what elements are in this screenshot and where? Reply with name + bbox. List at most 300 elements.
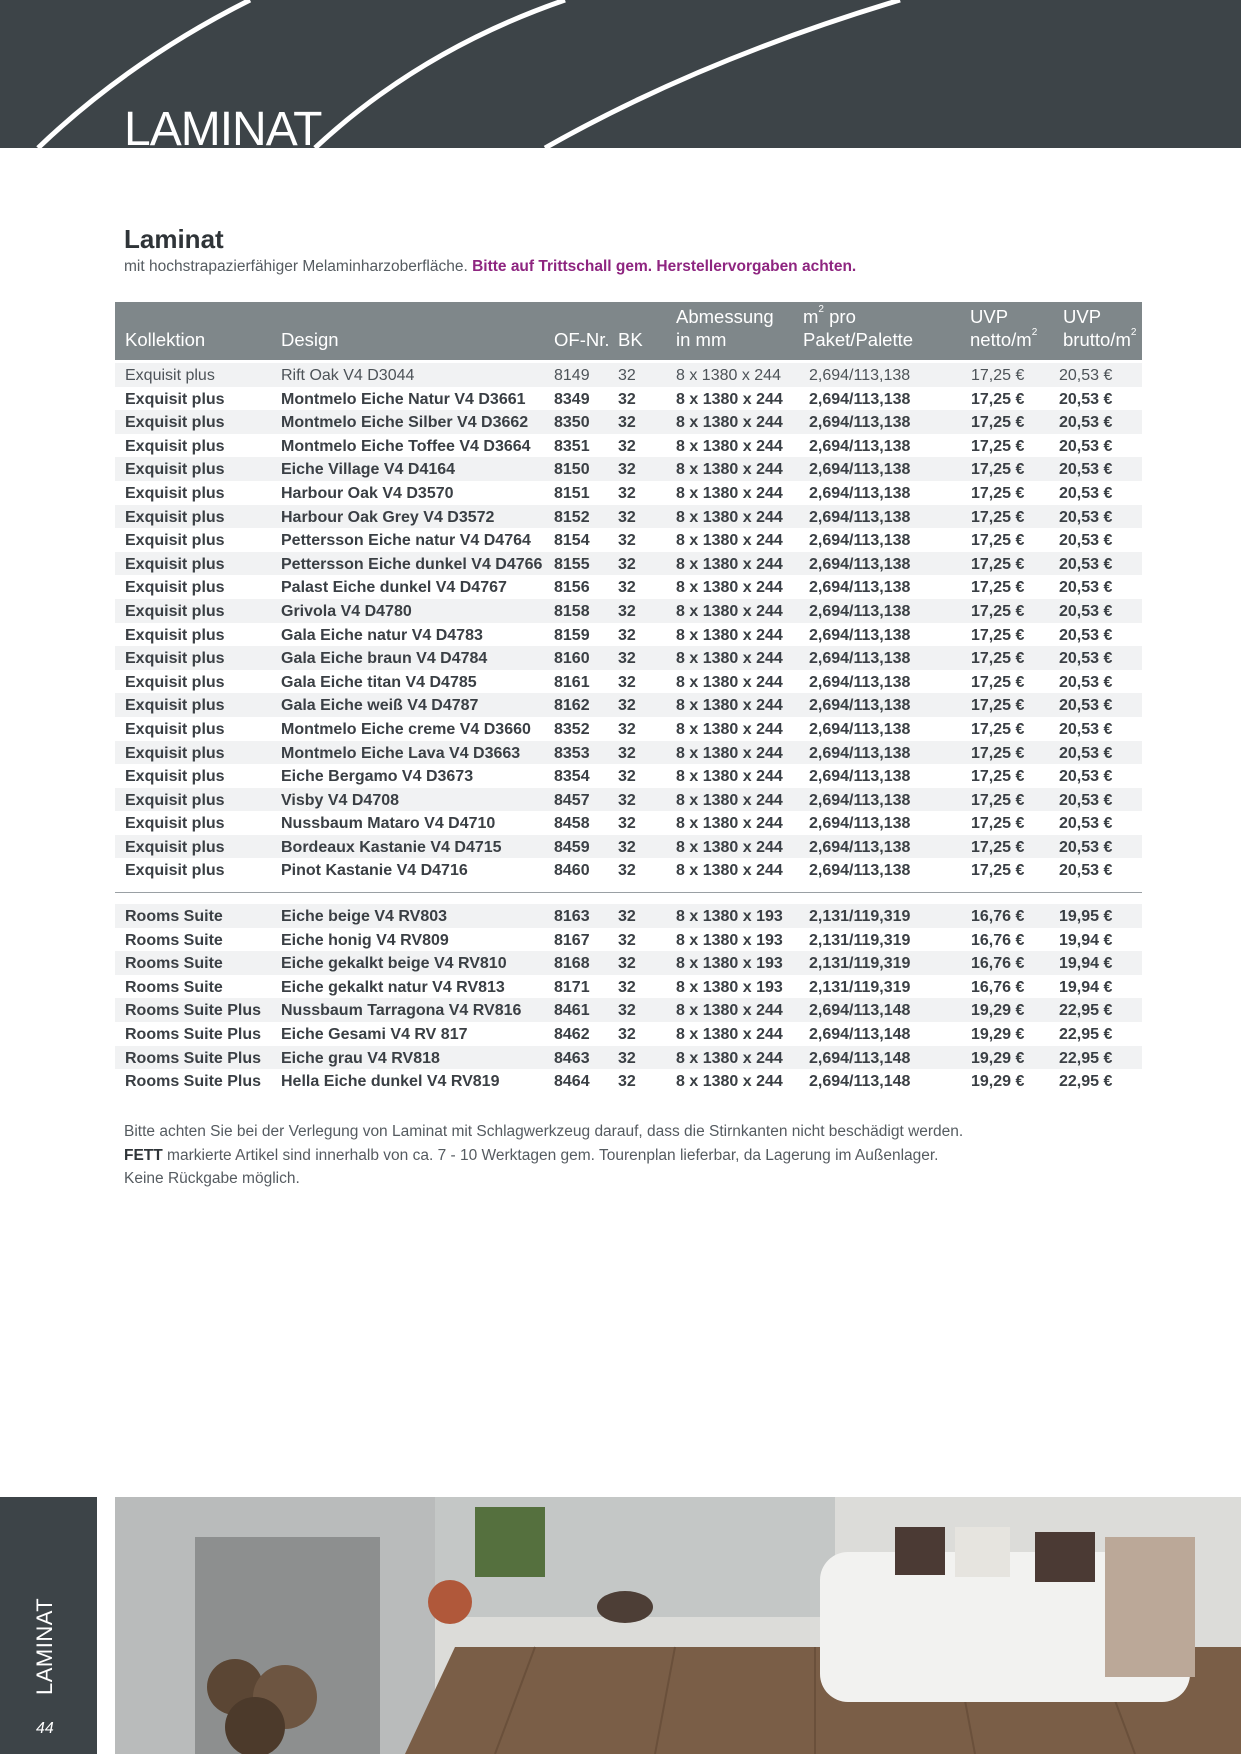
cell-netto: 16,76 €: [971, 931, 1025, 949]
table-row: [115, 1069, 1142, 1093]
cell-netto: 17,25 €: [971, 508, 1025, 526]
cell-kollektion: Exquisit plus: [125, 532, 225, 550]
cell-kollektion: Rooms Suite: [125, 955, 223, 973]
table-row: [115, 387, 1142, 411]
cell-dim: 8 x 1380 x 244: [676, 697, 783, 715]
table-row: [115, 951, 1142, 975]
cell-design: Pinot Kastanie V4 D4716: [281, 862, 468, 880]
cell-brutto: 19,95 €: [1059, 908, 1113, 926]
cell-dim: 8 x 1380 x 244: [676, 390, 783, 408]
cell-qty: 2,694/113,148: [809, 1026, 911, 1044]
cell-brutto: 20,53 €: [1059, 673, 1113, 691]
cell-dim: 8 x 1380 x 244: [676, 367, 781, 384]
table-row: [115, 1046, 1142, 1070]
header-qty-sup: 2: [818, 304, 824, 315]
cell-of-nr: 8349: [554, 390, 590, 408]
cell-bk: 32: [618, 414, 636, 432]
footnote-line2-text: markierte Artikel sind innerhalb von ca. 7 - 10 Werktagen gem. Tourenplan lieferbar, da Lagerung im Außenlager.: [162, 1146, 939, 1164]
cell-bk: 32: [618, 555, 636, 573]
header-brutto-sup: 2: [1130, 327, 1137, 338]
cell-dim: 8 x 1380 x 244: [676, 1049, 783, 1067]
cell-kollektion: Exquisit plus: [125, 673, 225, 691]
room-photo: [115, 1497, 1241, 1754]
cell-dim: 8 x 1380 x 244: [676, 1073, 783, 1091]
cell-qty: 2,694/113,138: [809, 673, 911, 691]
footnote-line3: Keine Rückgabe möglich.: [124, 1170, 300, 1187]
cell-netto: 17,25 €: [971, 650, 1025, 668]
cell-netto: 16,76 €: [971, 978, 1025, 996]
cell-netto: 17,25 €: [971, 791, 1025, 809]
cell-of-nr: 8354: [554, 768, 590, 786]
cell-design: Eiche honig V4 RV809: [281, 931, 449, 949]
cell-design: Nussbaum Mataro V4 D4710: [281, 815, 496, 833]
table-row: [115, 599, 1142, 623]
cell-bk: 32: [618, 1049, 636, 1067]
section-subtitle: [124, 258, 856, 276]
cell-design: Rift Oak V4 D3044: [281, 367, 415, 384]
table-group-rooms: [115, 904, 1142, 1093]
cell-design: Eiche Village V4 D4164: [281, 461, 456, 479]
cell-netto: 17,25 €: [971, 673, 1025, 691]
cell-kollektion: Exquisit plus: [125, 367, 215, 384]
cell-qty: 2,694/113,138: [809, 815, 911, 833]
header-kollektion: Kollektion: [125, 329, 206, 350]
cell-qty: 2,694/113,138: [809, 367, 911, 384]
cell-bk: 32: [618, 1026, 636, 1044]
cell-kollektion: Rooms Suite Plus: [125, 1002, 262, 1020]
cell-netto: 17,25 €: [971, 862, 1025, 880]
cell-netto: 17,25 €: [971, 532, 1025, 550]
cell-design: Hella Eiche dunkel V4 RV819: [281, 1073, 500, 1091]
cell-brutto: 19,94 €: [1059, 955, 1113, 973]
cell-kollektion: Rooms Suite Plus: [125, 1073, 262, 1091]
throw-blanket: [1105, 1537, 1195, 1677]
cell-bk: 32: [618, 768, 636, 786]
cell-qty: 2,694/113,138: [809, 532, 911, 550]
table-row: [115, 481, 1142, 505]
cell-dim: 8 x 1380 x 244: [676, 1002, 783, 1020]
cell-dim: 8 x 1380 x 244: [676, 602, 783, 620]
cell-netto: 17,25 €: [971, 555, 1025, 573]
cell-bk: 32: [618, 579, 636, 597]
header-brutto-line1: UVP: [1063, 306, 1102, 327]
cell-netto: 19,29 €: [971, 1002, 1025, 1020]
cell-bk: 32: [618, 508, 636, 526]
cell-brutto: 20,53 €: [1059, 815, 1113, 833]
cell-brutto: 22,95 €: [1059, 1049, 1113, 1067]
cell-qty: 2,694/113,138: [809, 791, 911, 809]
header-of-nr: OF-Nr.: [554, 329, 610, 350]
pouf: [597, 1591, 653, 1623]
cell-dim: 8 x 1380 x 244: [676, 673, 783, 691]
cell-netto: 17,25 €: [971, 367, 1025, 384]
side-label: LAMINAT: [32, 1597, 57, 1695]
cell-dim: 8 x 1380 x 244: [676, 626, 783, 644]
cell-kollektion: Exquisit plus: [125, 862, 225, 880]
cell-netto: 17,25 €: [971, 414, 1025, 432]
cell-netto: 16,76 €: [971, 955, 1025, 973]
cell-dim: 8 x 1380 x 244: [676, 838, 783, 856]
table-group-exquisit: [115, 363, 1142, 882]
cell-dim: 8 x 1380 x 244: [676, 768, 783, 786]
cell-design: Eiche gekalkt natur V4 RV813: [281, 978, 505, 996]
table-row: [115, 788, 1142, 812]
cell-design: Montmelo Eiche Toffee V4 D3664: [281, 437, 531, 455]
header-qty-line1: [803, 306, 856, 328]
table-row: [115, 528, 1142, 552]
cell-design: Nussbaum Tarragona V4 RV816: [281, 1002, 522, 1020]
cell-brutto: 20,53 €: [1059, 579, 1113, 597]
cell-brutto: 20,53 €: [1059, 650, 1113, 668]
cell-dim: 8 x 1380 x 244: [676, 862, 783, 880]
cell-netto: 17,25 €: [971, 484, 1025, 502]
cell-of-nr: 8462: [554, 1026, 590, 1044]
cell-qty: 2,694/113,138: [809, 602, 911, 620]
cell-design: Eiche grau V4 RV818: [281, 1049, 440, 1067]
plant: [475, 1507, 545, 1577]
cell-of-nr: 8162: [554, 697, 590, 715]
cell-design: Montmelo Eiche Silber V4 D3662: [281, 414, 529, 432]
cell-bk: 32: [618, 720, 636, 738]
cell-design: Gala Eiche weiß V4 D4787: [281, 697, 479, 715]
cell-dim: 8 x 1380 x 244: [676, 579, 783, 597]
table-row: [115, 646, 1142, 670]
cell-design: Montmelo Eiche Natur V4 D3661: [281, 390, 526, 408]
cell-kollektion: Exquisit plus: [125, 768, 225, 786]
cell-brutto: 20,53 €: [1059, 602, 1113, 620]
table-row: [115, 693, 1142, 717]
cell-design: Harbour Oak V4 D3570: [281, 484, 454, 502]
cell-kollektion: Exquisit plus: [125, 720, 225, 738]
cell-qty: 2,694/113,138: [809, 390, 911, 408]
cell-kollektion: Exquisit plus: [125, 815, 225, 833]
cell-design: Eiche Bergamo V4 D3673: [281, 768, 474, 786]
cell-of-nr: 8151: [554, 484, 590, 502]
cell-netto: 17,25 €: [971, 720, 1025, 738]
cell-design: Palast Eiche dunkel V4 D4767: [281, 579, 507, 597]
table-row: [115, 741, 1142, 765]
cushion: [1035, 1532, 1095, 1582]
cell-design: Gala Eiche titan V4 D4785: [281, 673, 477, 691]
cell-bk: 32: [618, 931, 636, 949]
cell-netto: 17,25 €: [971, 815, 1025, 833]
header-netto-sup: 2: [1031, 327, 1038, 338]
cell-netto: 19,29 €: [971, 1073, 1025, 1091]
table-row: [115, 363, 1142, 387]
cell-of-nr: 8457: [554, 791, 590, 809]
cell-bk: 32: [618, 744, 636, 762]
table-row: [115, 975, 1142, 999]
cell-brutto: 20,53 €: [1059, 367, 1113, 384]
arc-3: [545, 0, 900, 148]
footnote-bold: FETT: [124, 1146, 163, 1164]
cell-qty: 2,694/113,148: [809, 1002, 911, 1020]
cell-kollektion: Exquisit plus: [125, 437, 225, 455]
cell-qty: 2,694/113,138: [809, 508, 911, 526]
cell-dim: 8 x 1380 x 244: [676, 815, 783, 833]
footnotes: [124, 1120, 963, 1191]
cell-of-nr: 8350: [554, 414, 590, 432]
cell-design: Montmelo Eiche Lava V4 D3663: [281, 744, 521, 762]
cell-qty: 2,694/113,138: [809, 862, 911, 880]
cell-design: Eiche beige V4 RV803: [281, 908, 448, 926]
table-row: [115, 811, 1142, 835]
cell-qty: 2,694/113,138: [809, 720, 911, 738]
cell-brutto: 19,94 €: [1059, 931, 1113, 949]
cell-design: Harbour Oak Grey V4 D3572: [281, 508, 495, 526]
header-design: Design: [281, 329, 339, 350]
header-qty-line2: Paket/Palette: [803, 329, 914, 350]
cell-kollektion: Exquisit plus: [125, 555, 225, 573]
cell-bk: 32: [618, 673, 636, 691]
cell-bk: 32: [618, 602, 636, 620]
cell-qty: 2,694/113,138: [809, 626, 911, 644]
cell-kollektion: Exquisit plus: [125, 390, 225, 408]
header-qty-m: m: [803, 306, 819, 327]
cell-bk: 32: [618, 532, 636, 550]
cell-brutto: 19,94 €: [1059, 978, 1113, 996]
cell-design: Montmelo Eiche creme V4 D3660: [281, 720, 531, 738]
cell-bk: 32: [618, 484, 636, 502]
table-row: [115, 552, 1142, 576]
cell-dim: 8 x 1380 x 244: [676, 508, 783, 526]
cell-qty: 2,694/113,138: [809, 555, 911, 573]
price-table: [115, 302, 1142, 1093]
table-row: [115, 764, 1142, 788]
table-row: [115, 1022, 1142, 1046]
cell-qty: 2,694/113,138: [809, 744, 911, 762]
cell-netto: 16,76 €: [971, 908, 1025, 926]
cell-of-nr: 8156: [554, 579, 590, 597]
cell-bk: 32: [618, 437, 636, 455]
cell-of-nr: 8171: [554, 978, 590, 996]
cell-design: Grivola V4 D4780: [281, 602, 412, 620]
section-title: Laminat: [124, 224, 224, 254]
header-brutto-text: brutto/m: [1063, 329, 1131, 350]
subtitle-highlight: Bitte auf Trittschall gem. Herstellervorgaben achten.: [472, 258, 857, 275]
cell-qty: 2,694/113,138: [809, 414, 911, 432]
cell-qty: 2,694/113,138: [809, 437, 911, 455]
table-row: [115, 928, 1142, 952]
cell-brutto: 20,53 €: [1059, 437, 1113, 455]
cell-design: Eiche Gesami V4 RV 817: [281, 1026, 468, 1044]
cell-netto: 19,29 €: [971, 1026, 1025, 1044]
cell-of-nr: 8351: [554, 437, 590, 455]
cell-kollektion: Exquisit plus: [125, 602, 225, 620]
table-row: [115, 434, 1142, 458]
cell-netto: 19,29 €: [971, 1049, 1025, 1067]
cell-of-nr: 8458: [554, 815, 590, 833]
cell-brutto: 20,53 €: [1059, 791, 1113, 809]
cell-dim: 8 x 1380 x 244: [676, 744, 783, 762]
cell-qty: 2,131/119,319: [809, 978, 911, 996]
cell-of-nr: 8163: [554, 908, 590, 926]
cell-qty: 2,694/113,138: [809, 838, 911, 856]
header-netto-text: netto/m: [970, 329, 1032, 350]
cell-brutto: 22,95 €: [1059, 1002, 1113, 1020]
cell-kollektion: Exquisit plus: [125, 484, 225, 502]
table-row: [115, 505, 1142, 529]
cell-of-nr: 8152: [554, 508, 590, 526]
cell-kollektion: Exquisit plus: [125, 744, 225, 762]
room-illustration: [115, 1497, 1241, 1754]
cell-brutto: 20,53 €: [1059, 697, 1113, 715]
cell-kollektion: Exquisit plus: [125, 626, 225, 644]
cell-kollektion: Exquisit plus: [125, 579, 225, 597]
footnote-line2: [124, 1144, 963, 1168]
cell-bk: 32: [618, 1002, 636, 1020]
cell-of-nr: 8353: [554, 744, 590, 762]
cell-kollektion: Exquisit plus: [125, 838, 225, 856]
cell-of-nr: 8150: [554, 461, 590, 479]
cell-bk: 32: [618, 908, 636, 926]
cell-brutto: 20,53 €: [1059, 768, 1113, 786]
cell-netto: 17,25 €: [971, 626, 1025, 644]
cell-dim: 8 x 1380 x 244: [676, 555, 783, 573]
cell-bk: 32: [618, 390, 636, 408]
subtitle-text: mit hochstrapazierfähiger Melaminharzoberfläche.: [124, 258, 468, 275]
table-row: [115, 858, 1142, 882]
cell-netto: 17,25 €: [971, 461, 1025, 479]
cell-bk: 32: [618, 815, 636, 833]
cell-qty: 2,131/119,319: [809, 931, 911, 949]
cell-dim: 8 x 1380 x 193: [676, 978, 783, 996]
cell-kollektion: Rooms Suite: [125, 908, 223, 926]
cell-bk: 32: [618, 697, 636, 715]
cell-bk: 32: [618, 1073, 636, 1091]
cell-of-nr: 8149: [554, 367, 590, 384]
cell-brutto: 20,53 €: [1059, 838, 1113, 856]
cell-kollektion: Exquisit plus: [125, 650, 225, 668]
cell-brutto: 20,53 €: [1059, 862, 1113, 880]
cell-of-nr: 8352: [554, 720, 590, 738]
cell-netto: 17,25 €: [971, 744, 1025, 762]
cell-netto: 17,25 €: [971, 838, 1025, 856]
cell-kollektion: Exquisit plus: [125, 791, 225, 809]
cell-kollektion: Rooms Suite Plus: [125, 1026, 262, 1044]
group-separator: [115, 882, 1142, 904]
header-bk: BK: [618, 329, 643, 350]
cell-brutto: 20,53 €: [1059, 626, 1113, 644]
cell-dim: 8 x 1380 x 244: [676, 720, 783, 738]
cell-brutto: 20,53 €: [1059, 390, 1113, 408]
cell-dim: 8 x 1380 x 244: [676, 484, 783, 502]
cell-design: Gala Eiche natur V4 D4783: [281, 626, 483, 644]
cell-qty: 2,694/113,148: [809, 1073, 911, 1091]
cell-kollektion: Rooms Suite: [125, 978, 223, 996]
cell-of-nr: 8167: [554, 931, 590, 949]
cell-brutto: 20,53 €: [1059, 461, 1113, 479]
header-brutto-line2: [1063, 329, 1136, 351]
cell-design: Bordeaux Kastanie V4 D4715: [281, 838, 502, 856]
header-band: [0, 0, 1241, 148]
cell-bk: 32: [618, 862, 636, 880]
cell-qty: 2,694/113,138: [809, 650, 911, 668]
cell-netto: 17,25 €: [971, 697, 1025, 715]
cell-brutto: 20,53 €: [1059, 484, 1113, 502]
header-title: LAMINAT: [124, 103, 322, 148]
footnote-line1: Bitte achten Sie bei der Verlegung von Laminat mit Schlagwerkzeug darauf, dass die Stirnkanten nicht beschädigt werden.: [124, 1123, 964, 1140]
cell-of-nr: 8160: [554, 650, 590, 668]
cell-netto: 17,25 €: [971, 437, 1025, 455]
cell-of-nr: 8158: [554, 602, 590, 620]
cell-brutto: 20,53 €: [1059, 744, 1113, 762]
table-row: [115, 670, 1142, 694]
cell-brutto: 20,53 €: [1059, 508, 1113, 526]
cell-dim: 8 x 1380 x 244: [676, 461, 783, 479]
divider-line: [115, 892, 1142, 893]
cell-dim: 8 x 1380 x 193: [676, 955, 783, 973]
cushion: [895, 1527, 945, 1575]
table-row: [115, 575, 1142, 599]
table-row: [115, 410, 1142, 434]
table-row: [115, 835, 1142, 859]
cell-netto: 17,25 €: [971, 602, 1025, 620]
cell-kollektion: Rooms Suite: [125, 931, 223, 949]
arc-2: [315, 0, 565, 148]
table-row: [115, 998, 1142, 1022]
cell-brutto: 22,95 €: [1059, 1073, 1113, 1091]
cell-brutto: 22,95 €: [1059, 1026, 1113, 1044]
cell-bk: 32: [618, 978, 636, 996]
cell-dim: 8 x 1380 x 244: [676, 437, 783, 455]
cell-kollektion: Rooms Suite Plus: [125, 1049, 262, 1067]
cell-brutto: 20,53 €: [1059, 532, 1113, 550]
cushion: [955, 1527, 1010, 1577]
header-netto-line1: UVP: [970, 306, 1009, 327]
cell-bk: 32: [618, 791, 636, 809]
table-row: [115, 623, 1142, 647]
cell-of-nr: 8155: [554, 555, 590, 573]
header-netto-line2: [970, 329, 1037, 351]
cell-kollektion: Exquisit plus: [125, 461, 225, 479]
cell-of-nr: 8463: [554, 1049, 590, 1067]
cell-kollektion: Exquisit plus: [125, 508, 225, 526]
cell-design: Visby V4 D4708: [281, 791, 400, 809]
cell-netto: 17,25 €: [971, 768, 1025, 786]
cell-kollektion: Exquisit plus: [125, 414, 225, 432]
cell-brutto: 20,53 €: [1059, 555, 1113, 573]
cell-qty: 2,694/113,138: [809, 697, 911, 715]
cell-qty: 2,694/113,138: [809, 579, 911, 597]
cell-of-nr: 8159: [554, 626, 590, 644]
cell-of-nr: 8161: [554, 673, 590, 691]
cell-dim: 8 x 1380 x 244: [676, 1026, 783, 1044]
cell-qty: 2,131/119,319: [809, 908, 911, 926]
header-qty-pro: pro: [823, 306, 856, 327]
cell-dim: 8 x 1380 x 193: [676, 908, 783, 926]
cell-netto: 17,25 €: [971, 579, 1025, 597]
cell-bk: 32: [618, 955, 636, 973]
cell-bk: 32: [618, 838, 636, 856]
cell-bk: 32: [618, 367, 636, 384]
cell-dim: 8 x 1380 x 244: [676, 532, 783, 550]
cell-of-nr: 8168: [554, 955, 590, 973]
cell-dim: 8 x 1380 x 193: [676, 931, 783, 949]
cell-design: Pettersson Eiche dunkel V4 D4766: [281, 555, 543, 573]
cell-of-nr: 8154: [554, 532, 590, 550]
cell-kollektion: Exquisit plus: [125, 697, 225, 715]
cell-of-nr: 8464: [554, 1073, 590, 1091]
cell-bk: 32: [618, 461, 636, 479]
page-number: 44: [36, 1720, 54, 1737]
cell-brutto: 20,53 €: [1059, 414, 1113, 432]
cell-design: Eiche gekalkt beige V4 RV810: [281, 955, 507, 973]
cell-of-nr: 8459: [554, 838, 590, 856]
table-row: [115, 904, 1142, 928]
cell-bk: 32: [618, 626, 636, 644]
flower-pot: [428, 1580, 472, 1624]
